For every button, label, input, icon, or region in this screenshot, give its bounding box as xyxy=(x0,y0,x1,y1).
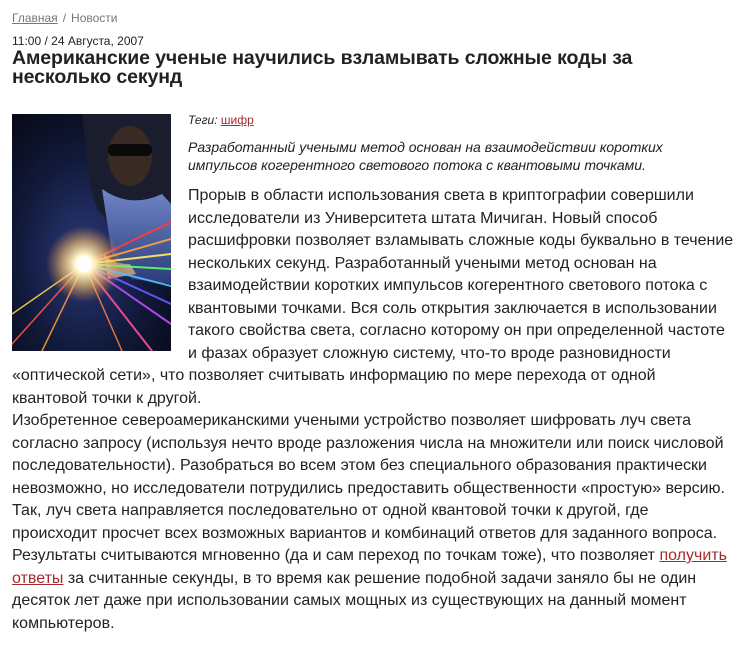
article-photo xyxy=(12,114,171,351)
paragraph-2-text-start: Изобретенное североамериканскими учеными устройство позволяет шифровать луч света согласно запросу (используя нечто вроде разложения числа на множители или поиск числовой последовательности). Разобраться во всем этом без специального образования практически невозможно, но исследователи потрудились предоставить общественности «простую» версию. Так, луч света направляется последовательно от одной квантовой точки к другой, где происходит просчет всех возможных вариантов и комбинаций ответов для заданного вопроса. Результаты считываются мгновенно (да и сам переход по точкам тоже), что позволяет xyxy=(12,412,725,564)
breadcrumb xyxy=(12,10,734,28)
breadcrumb-home-link[interactable]: Главная xyxy=(12,11,58,25)
get-answers-link[interactable]: получить ответы xyxy=(12,547,727,587)
tag-link[interactable]: шифр xyxy=(220,113,254,127)
article-body xyxy=(12,112,734,635)
paragraph-2-text-end: за считанные секунды, в то время как решение подобной задачи заняло бы не один десяток лет даже при использовании самых мощных из существующих на данный момент компьютеров. xyxy=(12,569,697,632)
article-paragraph-2 xyxy=(12,410,734,635)
article-lead: Разработанный учеными метод основан на взаимодействии коротких импульсов когерентного светового потока с квантовыми точками. xyxy=(188,139,663,173)
breadcrumb-separator: / xyxy=(62,11,67,25)
article-dateline: 11:00 / 24 Августа, 2007 xyxy=(12,34,144,48)
article-paragraph-1: Прорыв в области использования света в криптографии совершили исследователи из Университета штата Мичиган. Новый способ расшифровки позволяет взламывать сложные коды буквально в течение нескольких секунд. Разработанный учеными метод основан на взаимодействии коротких импульсов когерентного светового потока с квантовыми точками. Вся соль открытия заключается в использовании такого свойства света, согласно которому он при определенной частоте и фазах образует сложную систему, что-то вроде разновидности «оптической сети», что позволяет считывать информацию по мере перехода от одной квантовой точки к другой. xyxy=(12,187,734,407)
news-page xyxy=(12,10,734,635)
tags-label: Теги: xyxy=(188,113,218,127)
breadcrumb-current: Новости xyxy=(71,11,118,25)
article-title: Американские ученые научились взламывать сложные коды за несколько секунд xyxy=(12,47,633,88)
